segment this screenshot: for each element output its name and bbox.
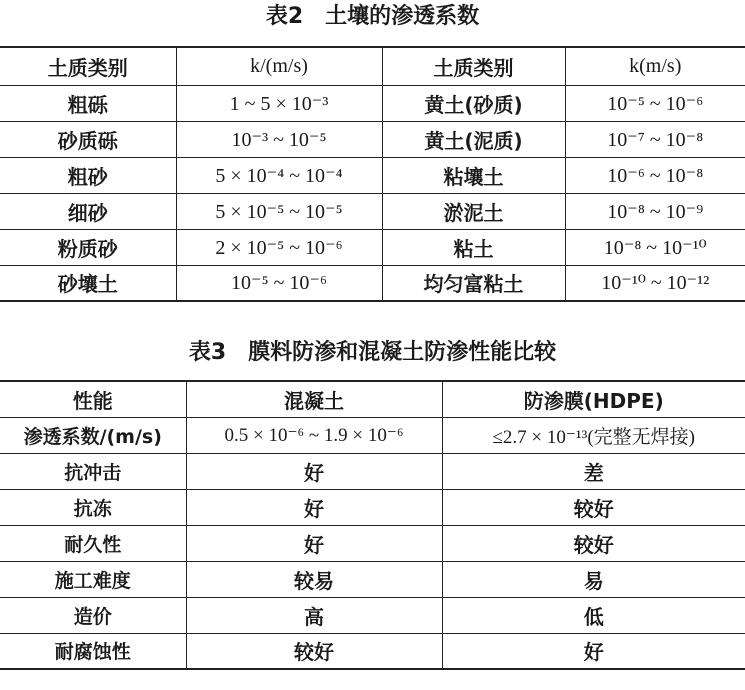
table3-concrete-cell: 好 — [186, 525, 442, 561]
table2-row — [0, 121, 745, 157]
table2-k-cell: 10⁻⁸ ~ 10⁻¹⁰ — [565, 229, 745, 265]
table3-header-membrane: 防渗膜(HDPE) — [442, 381, 745, 417]
table2-k-cell: 10⁻⁷ ~ 10⁻⁸ — [565, 121, 745, 157]
table3-header-concrete: 混凝土 — [186, 381, 442, 417]
table3-membrane-cell: 较好 — [442, 525, 745, 561]
table2-soil-cell: 粗砾 — [0, 85, 176, 121]
table3-property-cell: 耐腐蚀性 — [0, 633, 186, 669]
table2 — [0, 46, 745, 302]
table2-header-row — [0, 47, 745, 85]
table3-membrane-cell: 较好 — [442, 489, 745, 525]
table3-concrete-cell: 好 — [186, 489, 442, 525]
table2-header-soil-1: 土质类别 — [0, 47, 176, 85]
table2-header-soil-2: 土质类别 — [382, 47, 565, 85]
table3-membrane-cell: 低 — [442, 597, 745, 633]
table2-soil-cell: 粘土 — [382, 229, 565, 265]
table2-row — [0, 193, 745, 229]
table3-membrane-cell: 易 — [442, 561, 745, 597]
table3-concrete-cell: 高 — [186, 597, 442, 633]
table2-k-cell: 10⁻¹⁰ ~ 10⁻¹² — [565, 265, 745, 301]
table2-soil-cell: 细砂 — [0, 193, 176, 229]
table3-row — [0, 417, 745, 453]
table3-row — [0, 597, 745, 633]
table2-soil-cell: 粉质砂 — [0, 229, 176, 265]
table2-soil-cell: 粗砂 — [0, 157, 176, 193]
table2-row — [0, 157, 745, 193]
table3-concrete-cell: 0.5 × 10⁻⁶ ~ 1.9 × 10⁻⁶ — [186, 417, 442, 453]
table3-concrete-cell: 较易 — [186, 561, 442, 597]
table2-soil-cell: 均匀富粘土 — [382, 265, 565, 301]
table3-concrete-cell: 好 — [186, 453, 442, 489]
table3-property-cell: 耐久性 — [0, 525, 186, 561]
table2-header-k-2: k(m/s) — [565, 47, 745, 85]
table2-k-cell: 5 × 10⁻⁴ ~ 10⁻⁴ — [176, 157, 382, 193]
table3-header-property: 性能 — [0, 381, 186, 417]
table2-k-cell: 10⁻³ ~ 10⁻⁵ — [176, 121, 382, 157]
table3-membrane-cell: ≤2.7 × 10⁻¹³(完整无焊接) — [442, 417, 745, 453]
table2-soil-cell: 淤泥土 — [382, 193, 565, 229]
table2-row — [0, 85, 745, 121]
table2-row — [0, 265, 745, 301]
table3-membrane-cell: 差 — [442, 453, 745, 489]
table2-soil-cell: 粘壤土 — [382, 157, 565, 193]
table2-k-cell: 10⁻⁵ ~ 10⁻⁶ — [176, 265, 382, 301]
table3-property-cell: 抗冻 — [0, 489, 186, 525]
table2-header-k-1: k/(m/s) — [176, 47, 382, 85]
table3-caption: 表3 膜料防渗和混凝土防渗性能比较 — [188, 340, 557, 365]
table2-row — [0, 229, 745, 265]
table2-soil-cell: 黄土(泥质) — [382, 121, 565, 157]
table2-k-cell: 1 ~ 5 × 10⁻³ — [176, 85, 382, 121]
table3-row — [0, 453, 745, 489]
table2-soil-cell: 砂质砾 — [0, 121, 176, 157]
table2-k-cell: 5 × 10⁻⁵ ~ 10⁻⁵ — [176, 193, 382, 229]
table3-concrete-cell: 较好 — [186, 633, 442, 669]
table3-property-cell: 抗冲击 — [0, 453, 186, 489]
table3-membrane-cell: 好 — [442, 633, 745, 669]
table2-k-cell: 2 × 10⁻⁵ ~ 10⁻⁶ — [176, 229, 382, 265]
table2-k-cell: 10⁻⁶ ~ 10⁻⁸ — [565, 157, 745, 193]
table3-property-cell: 施工难度 — [0, 561, 186, 597]
table3-row — [0, 489, 745, 525]
table3-header-row — [0, 381, 745, 417]
table2-soil-cell: 黄土(砂质) — [382, 85, 565, 121]
table3-property-cell: 渗透系数/(m/s) — [0, 417, 186, 453]
table3 — [0, 380, 745, 670]
table3-row — [0, 525, 745, 561]
table2-soil-cell: 砂壤土 — [0, 265, 176, 301]
table3-row — [0, 633, 745, 669]
table2-k-cell: 10⁻⁵ ~ 10⁻⁶ — [565, 85, 745, 121]
table3-property-cell: 造价 — [0, 597, 186, 633]
table3-row — [0, 561, 745, 597]
table2-k-cell: 10⁻⁸ ~ 10⁻⁹ — [565, 193, 745, 229]
table2-caption: 表2 土壤的渗透系数 — [265, 4, 480, 29]
